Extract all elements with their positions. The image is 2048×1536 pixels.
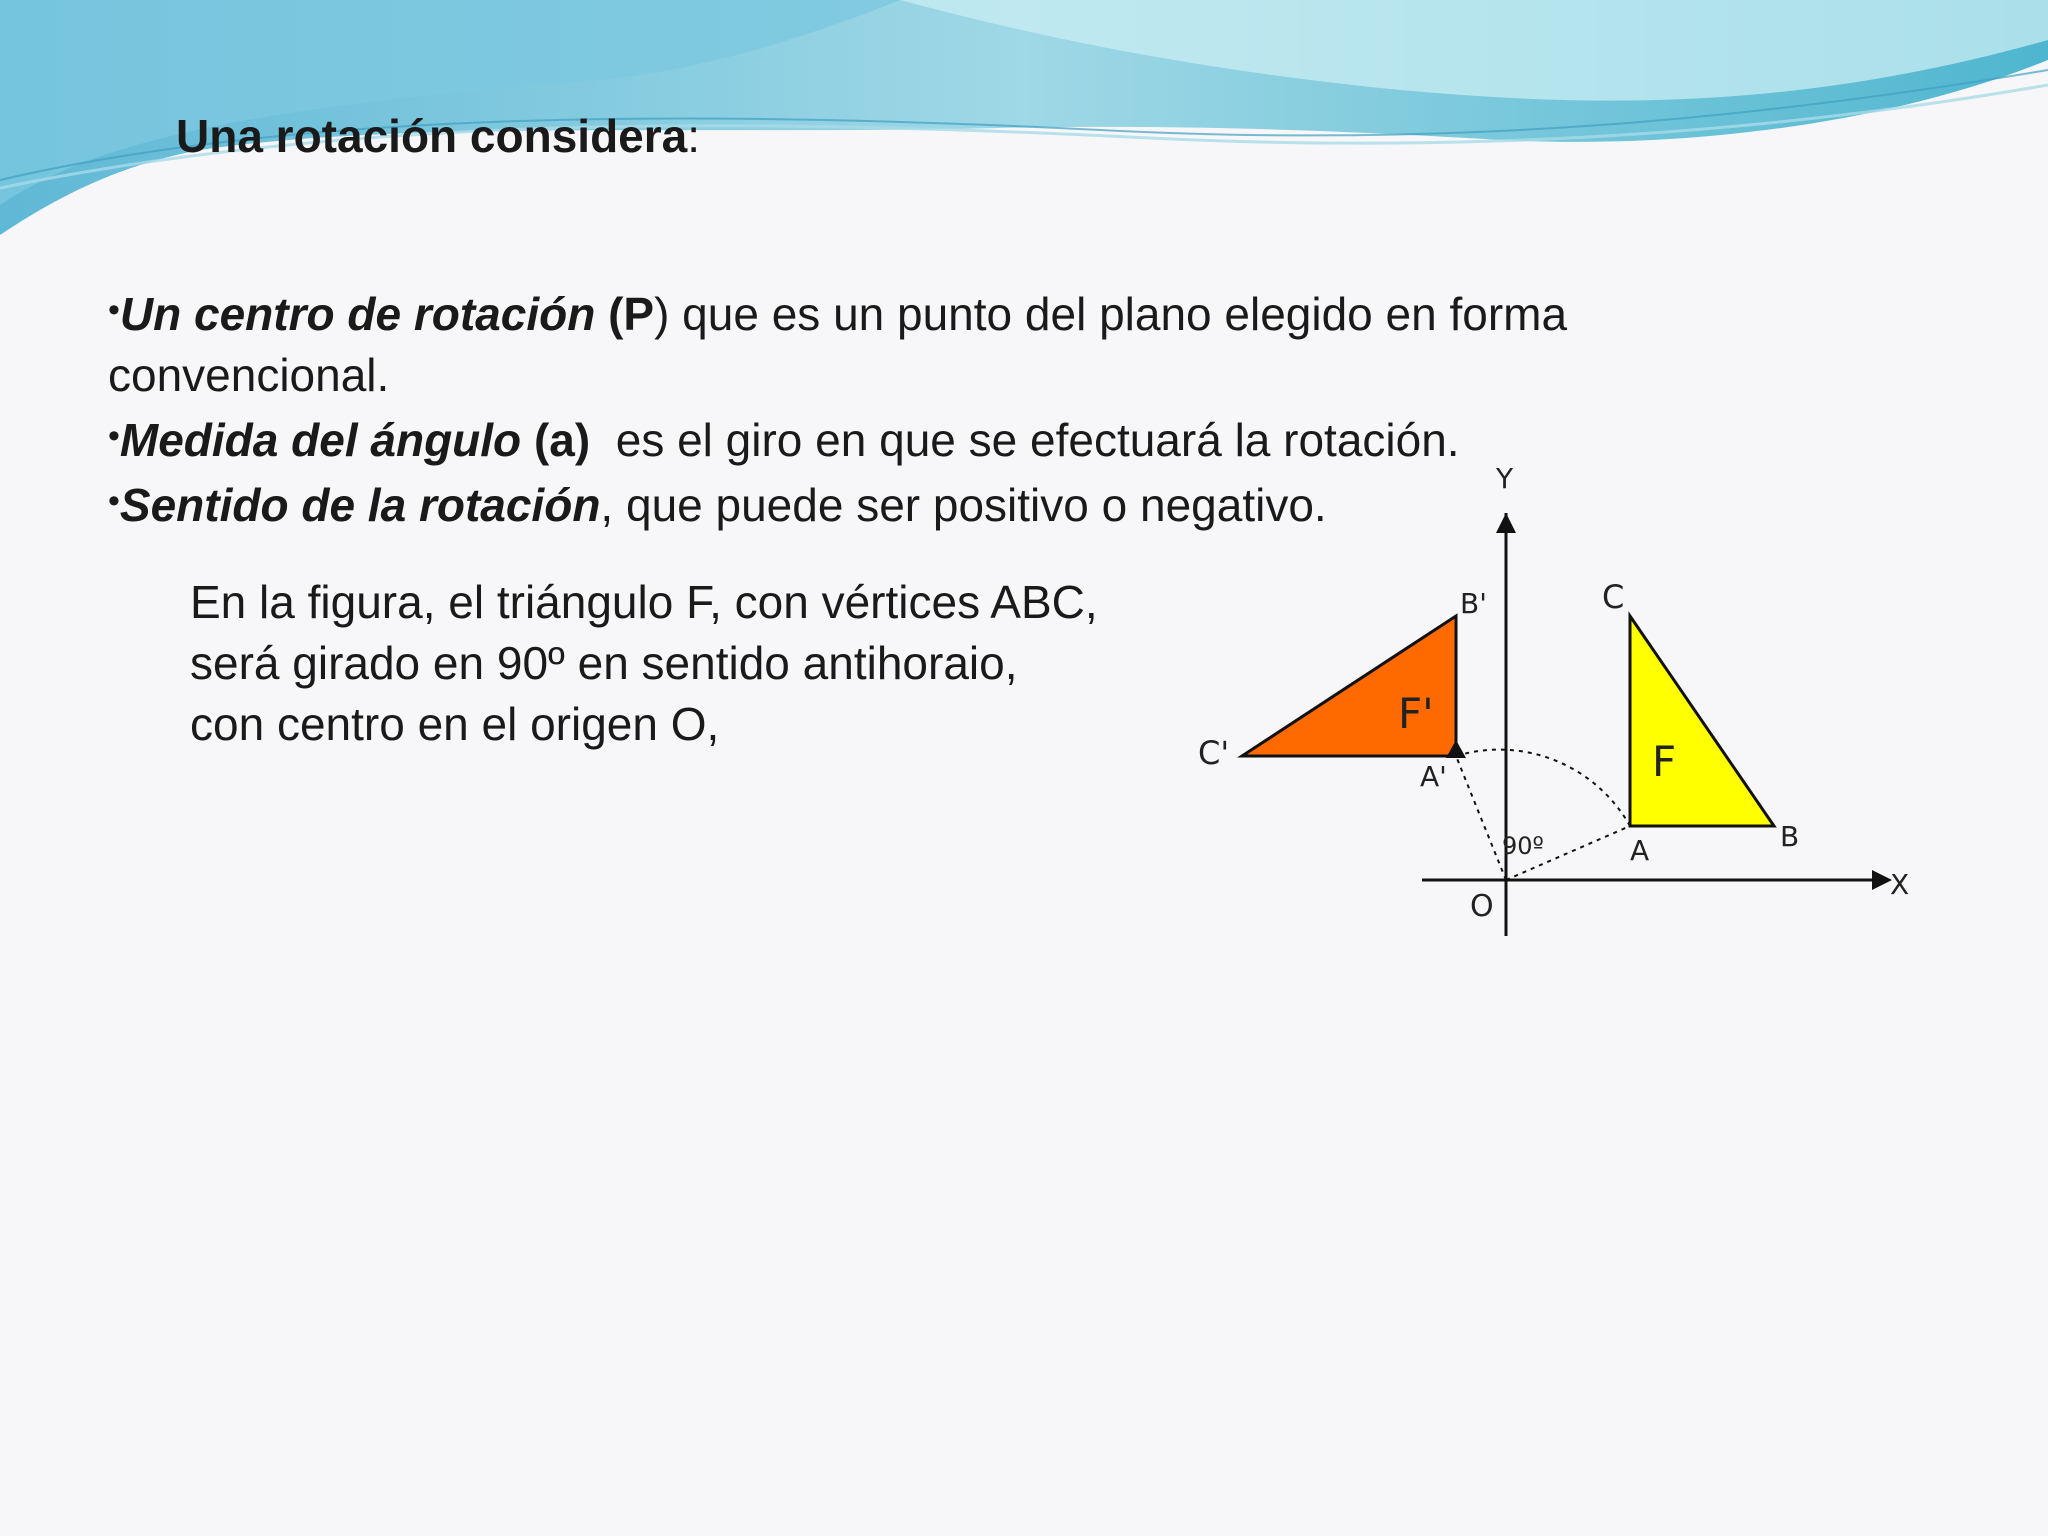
bullet-text: , que puede ser positivo o negativo. [600,479,1327,531]
bullet-text: ) que es un punto del plano elegido en forma [654,288,1568,340]
vertex-a-label: A [1630,834,1650,867]
triangle-f [1630,616,1774,826]
bullet-symbol: (P [608,288,655,340]
description-line: será girado en 90º en sentido antihoraio, [190,637,1018,689]
x-axis-arrow [1872,870,1892,890]
bullet-text: es el giro en que se efectuará la rotación. [590,414,1460,466]
bullet-symbol: (a) [533,414,591,466]
bullet-term: Un centro de rotación [119,288,596,340]
bullet-item-center [108,280,1808,345]
origin-label: O [1470,889,1494,924]
bullet-dot: • [108,291,120,329]
bullet-dot: • [108,482,120,520]
vertex-b-label: B [1780,820,1800,853]
bullet-term: Medida del ángulo [119,414,522,466]
rotation-figure [1180,458,1920,948]
title-bold-text: Una rotación considera [176,110,688,162]
y-axis-arrow [1496,513,1516,533]
slide-title [176,108,700,164]
description-line: En la figura, el triángulo F, con vértices ABC, [190,576,1098,628]
axis-y-label: Y [1496,462,1514,495]
vertex-c-prime-label: C' [1198,734,1230,772]
axis-x-label: X [1890,868,1910,901]
figure-description [190,572,1098,755]
vertex-c-label: C [1602,578,1625,616]
bullet-term: Sentido de la rotación [119,479,601,531]
triangle-f-label: F [1652,737,1677,786]
bullet-dot: • [108,417,120,455]
angle-label: 90º [1502,832,1544,860]
description-line: con centro en el origen O, [190,698,720,750]
vertex-b-prime-label: B' [1460,587,1487,620]
triangle-f-prime-label: F' [1398,689,1434,738]
bullet-item-center-continuation [108,345,1808,406]
rotation-arc [1456,750,1630,826]
radius-oa-prime [1456,756,1506,880]
bullet-text: convencional. [108,349,390,401]
vertex-a-prime-label: A' [1420,760,1447,793]
title-colon: : [687,110,701,162]
